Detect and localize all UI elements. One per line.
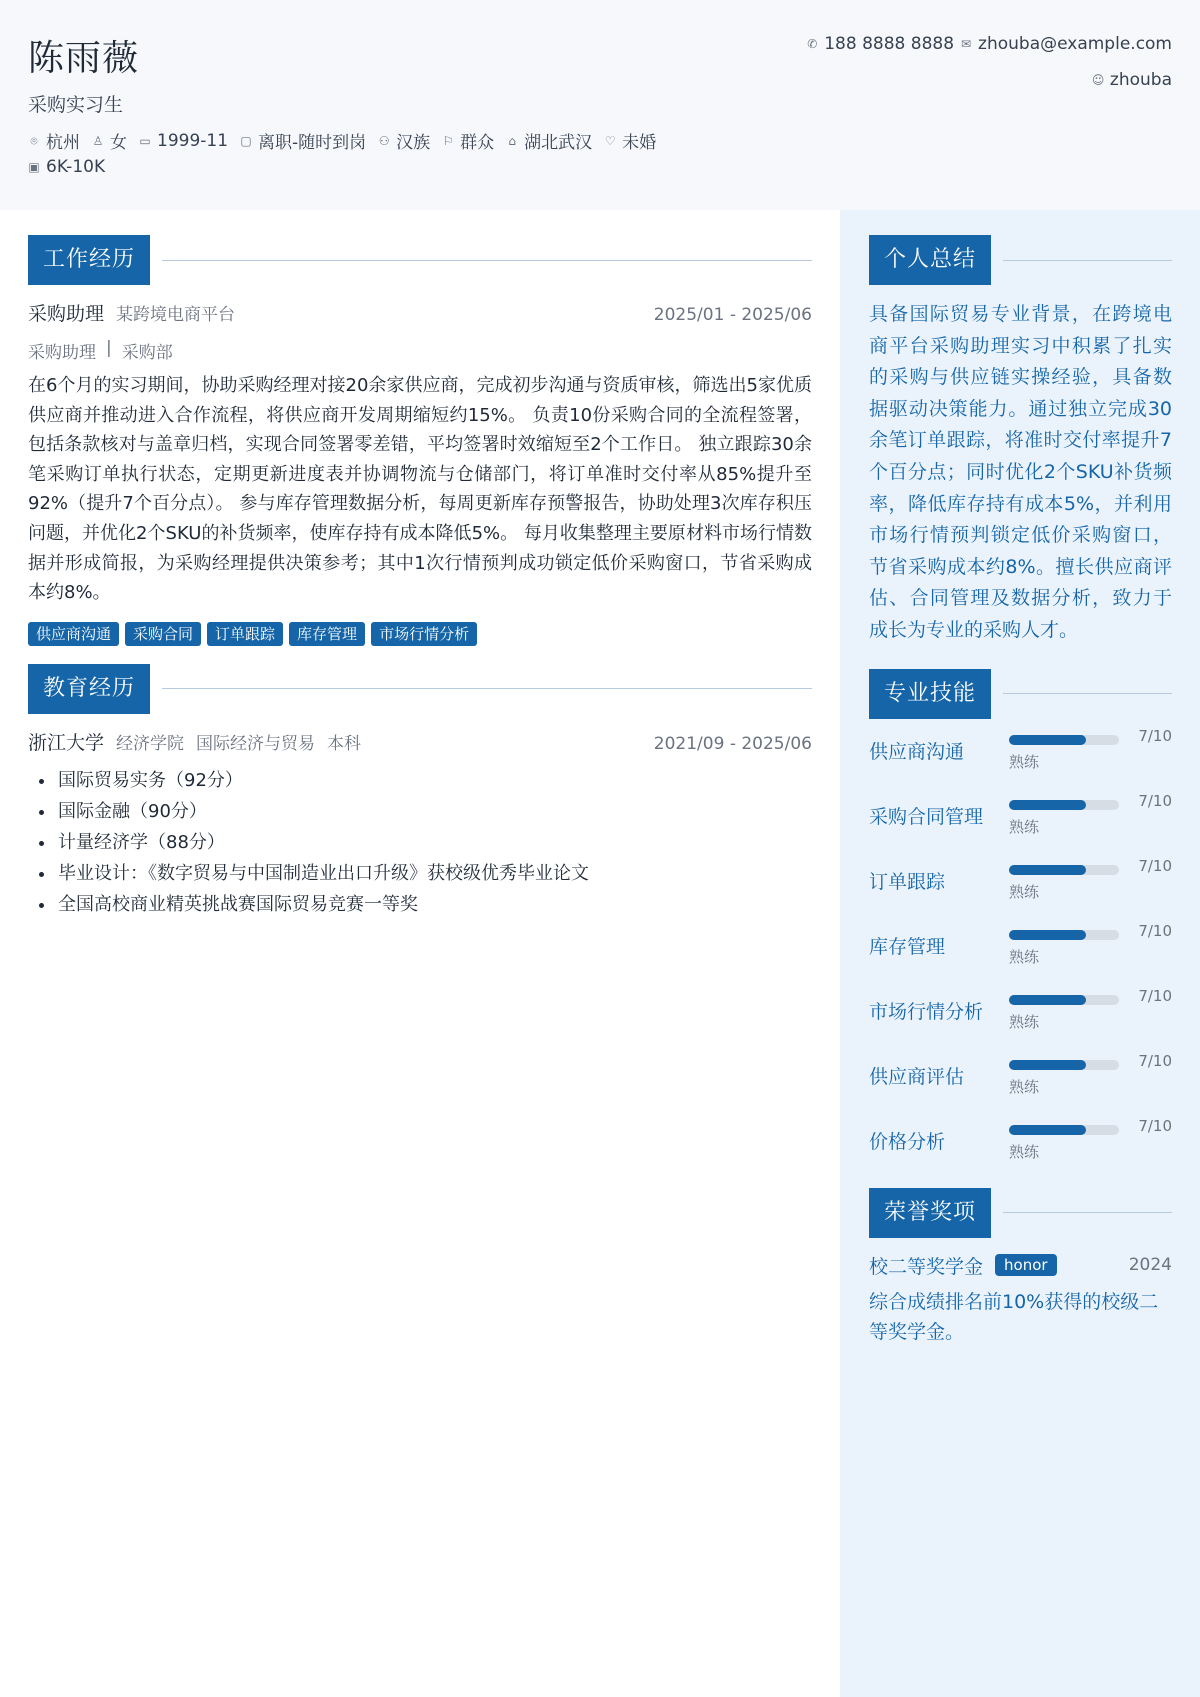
wechat-icon: ☺ (1091, 73, 1105, 87)
skill-score: 7/10 (1138, 1051, 1172, 1070)
skills-list (869, 727, 1172, 1182)
awards-section-header (869, 1188, 1172, 1238)
gender-icon: ♙ (92, 133, 104, 148)
skill-name: 市场行情分析 (869, 1000, 984, 1023)
summary-section-header (869, 235, 1172, 285)
skill-row (869, 1117, 1172, 1182)
briefcase-icon: ▢ (240, 133, 252, 148)
skill-score: 7/10 (1138, 986, 1172, 1005)
skill-bar-fill (1009, 735, 1086, 745)
education-section-header (28, 664, 812, 714)
info-birth: ▭ 1999-11 (139, 130, 229, 151)
section-divider (1003, 260, 1172, 261)
wechat-row (1092, 70, 1172, 90)
skill-row (869, 987, 1172, 1052)
skill-row (869, 922, 1172, 987)
skill-bar-fill (1009, 800, 1086, 810)
section-divider (1003, 1212, 1172, 1213)
skill-bar-fill (1009, 930, 1086, 940)
skill-tag: 库存管理 (289, 622, 365, 646)
award-name: 校二等奖学金 (869, 1255, 984, 1278)
list-item: • 国际金融（90分） (56, 796, 812, 827)
sidebar-content (869, 235, 1172, 1347)
skill-level: 熟练 (1009, 1012, 1040, 1031)
skill-score: 7/10 (1138, 856, 1172, 875)
skill-name: 库存管理 (869, 935, 946, 958)
calendar-icon: ▭ (139, 133, 151, 148)
skill-tag: 供应商沟通 (28, 622, 119, 646)
skill-row (869, 1052, 1172, 1117)
heart-icon: ♡ (604, 133, 616, 148)
skill-tag: 市场行情分析 (371, 622, 477, 646)
award-description: 综合成绩排名前10%获得的校级二等奖学金。 (869, 1290, 1159, 1343)
job-title: 采购助理 (28, 303, 105, 325)
section-divider (162, 688, 812, 689)
skill-score: 7/10 (1138, 726, 1172, 745)
education-section-title: 教育经历 (28, 664, 150, 714)
skill-name: 供应商沟通 (869, 740, 965, 763)
job-tags (28, 622, 812, 646)
list-item: • 国际贸易实务（92分） (56, 765, 812, 796)
skill-bar-track (1009, 1125, 1119, 1135)
skill-bar-fill (1009, 1060, 1086, 1070)
info-status: ▢ 离职-随时到岗 (240, 133, 367, 153)
skill-tag: 采购合同 (125, 622, 201, 646)
summary-text: 具备国际贸易专业背景，在跨境电商平台采购助理实习中积累了扎实的采购与供应链实操经验，具备数据驱动决策能力。通过独立完成30余笔订单跟踪，将准时交付率提升7个百分点；同时优化2个SKU补货频率，降低库存持有成本5%，并利用市场行情预判锁定低价采购窗口，节省采购成本约8%。擅长供应商评估、合同管理及数据分析，致力于成长为专业的采购人才。 (869, 303, 1172, 641)
skill-level: 熟练 (1009, 882, 1040, 901)
job-intention: 采购实习生 (28, 94, 124, 116)
main-column (28, 235, 812, 920)
award-header (869, 1252, 1172, 1279)
award-badge: honor (995, 1254, 1057, 1276)
flag-icon: ⚐ (442, 133, 454, 148)
skill-score: 7/10 (1138, 1116, 1172, 1135)
education-header (28, 728, 812, 755)
skill-name: 订单跟踪 (869, 870, 946, 893)
job-department: 采购部 (121, 343, 173, 363)
job-company: 某跨境电商平台 (116, 305, 236, 325)
education-list (28, 765, 812, 920)
award-year: 2024 (1128, 1255, 1172, 1276)
salary-row (28, 157, 105, 177)
phone-icon: ✆ (807, 37, 818, 51)
skills-section-title: 专业技能 (869, 669, 991, 719)
skill-level: 熟练 (1009, 817, 1040, 836)
skill-row (869, 727, 1172, 792)
candidate-name: 陈雨薇 (28, 38, 140, 79)
work-section-title: 工作经历 (28, 235, 150, 285)
email-address[interactable]: zhouba@example.com (978, 34, 1172, 54)
ethnicity-icon: ⚇ (378, 133, 390, 148)
skill-bar-fill (1009, 995, 1086, 1005)
work-section-header (28, 235, 812, 285)
skill-name: 价格分析 (869, 1130, 946, 1153)
skill-name: 供应商评估 (869, 1065, 965, 1088)
job-subtitle (28, 338, 812, 363)
college-name: 经济学院 (116, 733, 185, 754)
education-date: 2021/09 - 2025/06 (653, 733, 812, 754)
job-separator: | (106, 338, 112, 358)
skill-row (869, 792, 1172, 857)
skill-level: 熟练 (1009, 752, 1040, 771)
skills-section-header (869, 669, 1172, 719)
salary-icon: ▣ (28, 160, 40, 174)
major-name: 国际经济与贸易 (196, 733, 316, 754)
mail-icon: ✉ (961, 37, 972, 51)
skill-bar-fill (1009, 865, 1086, 875)
skill-bar-track (1009, 735, 1119, 745)
skill-level: 熟练 (1009, 947, 1040, 966)
school-name: 浙江大学 (28, 731, 105, 754)
section-divider (1003, 693, 1172, 694)
contact-row (806, 34, 1172, 54)
info-marital: ♡ 未婚 (604, 133, 657, 153)
skill-level: 熟练 (1009, 1077, 1040, 1096)
degree: 本科 (327, 733, 362, 754)
job-header (28, 299, 812, 326)
personal-info-row (28, 128, 656, 153)
skill-bar-track (1009, 800, 1119, 810)
section-divider (162, 260, 812, 261)
list-item: • 毕业设计：《数字贸易与中国制造业出口升级》获校级优秀毕业论文 (56, 858, 812, 889)
location-icon: ⌾ (30, 133, 38, 148)
skill-bar-fill (1009, 1125, 1086, 1135)
job-description: 在6个月的实习期间，协助采购经理对接20余家供应商，完成初步沟通与资质审核，筛选出5家优质供应商并推动进入合作流程，将供应商开发周期缩短约15%。 负责10份采购合同的全流程签署，包括条款核对与盖章归档，实现合同签署零差错，平均签署时效缩短至2个工作日。 独立跟踪30余笔采购订单执行状态，定期更新进度表并协调物流与仓储部门，将订单准时交付率从85%提升至92%（提升7个百分点）。 参与库存管理数据分析，每周更新库存预警报告，协助处理3次库存积压问题，并优化2个SKU的补货频率，使库存持有成本降低5%。 每月收集整理主要原材料市场行情数据并形成简报，为采购经理提供决策参考；其中1次行情预判成功锁定低价采购窗口，节省采购成本约8%。 (28, 375, 812, 604)
skill-tag: 订单跟踪 (207, 622, 283, 646)
skill-bar-track (1009, 865, 1119, 875)
info-salary: ▣ 6K-10K (28, 157, 106, 177)
resume-header (0, 0, 1200, 210)
skill-bar-track (1009, 1060, 1119, 1070)
skill-score: 7/10 (1138, 921, 1172, 940)
info-hometown: ⌂ 湖北武汉 (506, 128, 592, 153)
job-role: 采购助理 (28, 343, 96, 363)
skill-level: 熟练 (1009, 1142, 1040, 1161)
list-item: • 全国高校商业精英挑战赛国际贸易竞赛一等奖 (56, 889, 812, 920)
skill-bar-track (1009, 995, 1119, 1005)
info-city: ⌾ 杭州 (28, 128, 80, 153)
wechat-id[interactable]: zhouba (1109, 70, 1172, 90)
job-date: 2025/01 - 2025/06 (653, 305, 812, 325)
awards-section-title: 荣誉奖项 (869, 1188, 991, 1238)
info-ethnicity: ⚇ 汉族 (378, 133, 431, 153)
list-item: • 计量经济学（88分） (56, 827, 812, 858)
info-political: ⚐ 群众 (442, 133, 495, 153)
info-gender: ♙ 女 (92, 133, 127, 153)
phone-number[interactable]: 188 8888 8888 (824, 34, 955, 54)
skill-bar-track (1009, 930, 1119, 940)
skill-score: 7/10 (1138, 791, 1172, 810)
summary-section-title: 个人总结 (869, 235, 991, 285)
skill-name: 采购合同管理 (869, 805, 984, 828)
skill-row (869, 857, 1172, 922)
home-icon: ⌂ (508, 133, 516, 148)
